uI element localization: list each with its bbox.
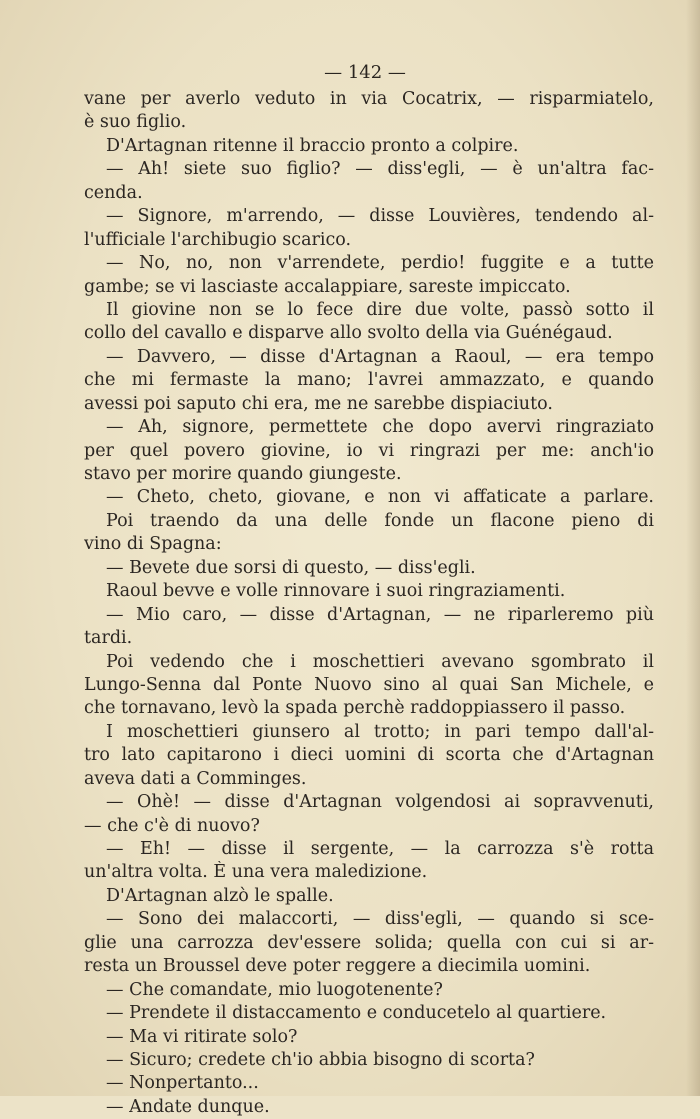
text-line: — Andate dunque. [106, 1096, 270, 1117]
text-line: tardi. [84, 628, 133, 649]
text-line: Raoul bevve e volle rinnovare i suoi ringraziamenti. [106, 581, 566, 602]
text-line: Poi vedendo che i moschettieri avevano sgombrato il [106, 651, 654, 672]
text-line: — Nonpertanto... [106, 1073, 259, 1094]
text-line: — Ah, signore, permettete che dopo avervi ringraziato [106, 417, 654, 438]
text-line: — che c'è di nuovo? [84, 815, 260, 836]
text-line: glie una carrozza dev'essere solida; quella con cui si ar- [84, 932, 654, 953]
text-line: D'Artagnan ritenne il braccio pronto a colpire. [106, 135, 519, 156]
text-line: resta un Broussel deve poter reggere a diecimila uomini. [84, 956, 591, 977]
text-line: — Sicuro; credete ch'io abbia bisogno di scorta? [106, 1049, 535, 1070]
text-line: cenda. [84, 182, 143, 203]
body-text [84, 88, 654, 1119]
text-line: — Mio caro, — disse d'Artagnan, — ne riparleremo più [106, 604, 654, 625]
text-line: D'Artagnan alzò le spalle. [106, 885, 334, 906]
text-line: — Che comandate, mio luogotenente? [106, 979, 443, 1000]
text-line: l'ufficiale l'archibugio scarico. [84, 229, 352, 250]
text-line: — Sono dei malaccorti, — diss'egli, — quando si sce- [106, 909, 654, 930]
text-line: Il giovine non se lo fece dire due volte, passò sotto il [106, 299, 654, 320]
page-edge-shadow [686, 0, 700, 1096]
text-line: vino di Spagna: [84, 534, 222, 555]
page-number: — 142 — [324, 62, 406, 83]
text-line: tro lato capitarono i dieci uomini di scorta che d'Artagnan [84, 745, 654, 766]
text-line: un'altra volta. È una vera maledizione. [84, 862, 428, 883]
text-line: stavo per morire quando giungeste. [84, 464, 402, 484]
text-line: — Signore, m'arrendo, — disse Louvières, tendendo al- [106, 206, 654, 227]
text-line: — Davvero, — disse d'Artagnan a Raoul, — era tempo [106, 346, 654, 367]
text-line: per quel povero giovine, io vi ringrazi per me: anch'io [84, 440, 654, 461]
text-line: — Prendete il distaccamento e conducetelo al quartiere. [106, 1003, 607, 1024]
text-line: — Ma vi ritirate solo? [106, 1026, 298, 1047]
text-line: aveva dati a Comminges. [84, 768, 307, 789]
text-line: gambe; se vi lasciaste accalappiare, sareste impiccato. [84, 276, 571, 297]
text-line: che mi fermaste la mano; l'avrei ammazzato, e quando [84, 370, 654, 391]
text-line: — Ohè! — disse d'Artagnan volgendosi ai sopravvenuti, [106, 792, 654, 813]
text-line: — No, no, non v'arrendete, perdio! fuggite e a tutte [106, 253, 654, 274]
text-line: Lungo-Senna dal Ponte Nuovo sino al quai San Michele, e [84, 674, 654, 695]
text-line: Poi traendo da una delle fonde un flacone pieno di [106, 510, 654, 531]
text-line: — Ah! siete suo figlio? — diss'egli, — è un'altra fac- [106, 159, 654, 180]
text-line: I moschettieri giunsero al trotto; in pari tempo dall'al- [106, 721, 654, 742]
text-line: — Bevete due sorsi di questo, — diss'egli. [106, 557, 476, 578]
text-line: collo del cavallo e disparve allo svolto della via Guénégaud. [84, 323, 613, 344]
text-line: è suo figlio. [84, 112, 187, 133]
text-line: avessi poi saputo chi era, me ne sarebbe dispiaciuto. [84, 393, 553, 414]
text-line: vane per averlo veduto in via Cocatrix, — risparmiatelo, [84, 89, 654, 109]
text-line: — Cheto, cheto, giovane, e non vi affaticate a parlare. [106, 487, 654, 508]
text-line: — Eh! — disse il sergente, — la carrozza s'è rotta [106, 839, 654, 859]
text-line: che tornavano, levò la spada perchè raddoppiassero il passo. [84, 698, 626, 719]
